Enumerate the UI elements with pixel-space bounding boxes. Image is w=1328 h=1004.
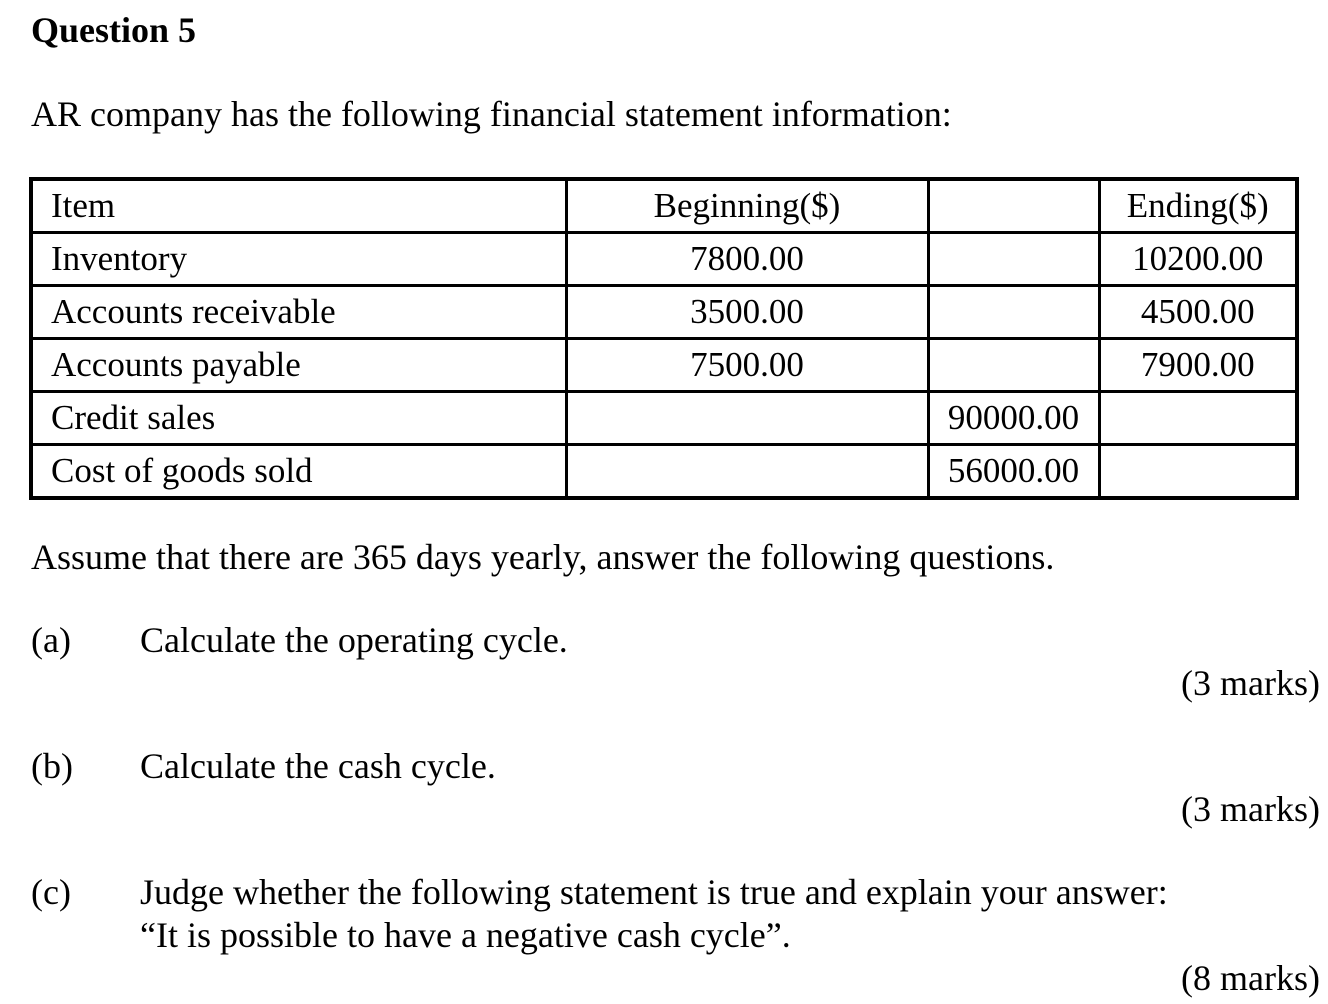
row-ending [1099, 445, 1297, 499]
row-ending: 10200.00 [1099, 233, 1297, 286]
header-item: Item [31, 179, 566, 233]
table-row [31, 392, 1297, 445]
row-beginning: 7500.00 [566, 339, 928, 392]
row-ending [1099, 392, 1297, 445]
part-b-marks: (3 marks) [1181, 789, 1320, 829]
part-a-label: (a) [31, 620, 71, 660]
row-item: Accounts receivable [31, 286, 566, 339]
header-beginning: Beginning($) [566, 179, 928, 233]
row-ending: 4500.00 [1099, 286, 1297, 339]
part-c-text-line1: Judge whether the following statement is true and explain your answer: [140, 872, 1168, 912]
row-middle: 56000.00 [928, 445, 1099, 499]
part-b-text: Calculate the cash cycle. [140, 746, 496, 786]
intro-text: AR company has the following financial statement information: [31, 94, 952, 134]
row-ending: 7900.00 [1099, 339, 1297, 392]
header-middle [928, 179, 1099, 233]
row-middle [928, 339, 1099, 392]
table-row [31, 339, 1297, 392]
row-middle [928, 233, 1099, 286]
row-middle [928, 286, 1099, 339]
table-row [31, 286, 1297, 339]
assumption-text: Assume that there are 365 days yearly, answer the following questions. [31, 537, 1055, 577]
part-c-marks: (8 marks) [1181, 958, 1320, 998]
part-c-text-line2: “It is possible to have a negative cash cycle”. [140, 915, 791, 955]
header-ending: Ending($) [1099, 179, 1297, 233]
row-item: Accounts payable [31, 339, 566, 392]
row-middle: 90000.00 [928, 392, 1099, 445]
row-beginning [566, 392, 928, 445]
row-beginning: 7800.00 [566, 233, 928, 286]
row-item: Credit sales [31, 392, 566, 445]
row-item: Inventory [31, 233, 566, 286]
row-beginning [566, 445, 928, 499]
financial-statement-table [29, 177, 1299, 500]
table-row [31, 445, 1297, 499]
table-row [31, 233, 1297, 286]
part-c-label: (c) [31, 872, 71, 912]
row-beginning: 3500.00 [566, 286, 928, 339]
part-a-marks: (3 marks) [1181, 663, 1320, 703]
question-title: Question 5 [31, 10, 197, 50]
table-header-row [31, 179, 1297, 233]
row-item: Cost of goods sold [31, 445, 566, 499]
part-b-label: (b) [31, 746, 73, 786]
part-a-text: Calculate the operating cycle. [140, 620, 568, 660]
